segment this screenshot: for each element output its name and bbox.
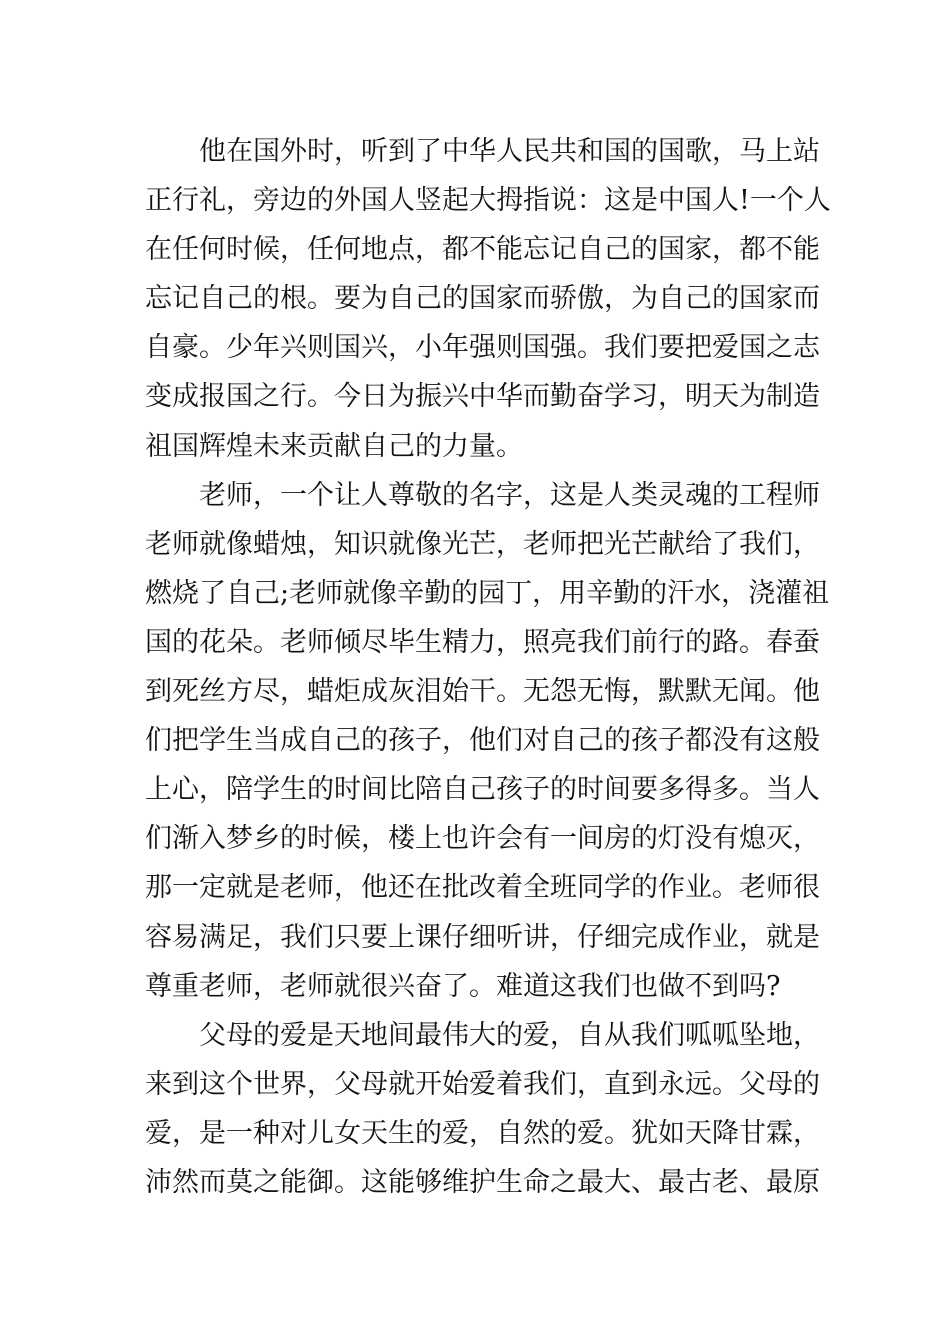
text-line: 那一定就是老师，他还在批改着全班同学的作业。老师很: [145, 872, 820, 904]
text-line: 们渐入梦乡的时候，楼上也许会有一间房的灯没有熄灭，: [145, 823, 820, 855]
text-line: 父母的爱是天地间最伟大的爱，自从我们呱呱坠地，: [199, 1019, 820, 1051]
text-line: 沛然而莫之能御。这能够维护生命之最大、最古老、最原: [145, 1166, 820, 1198]
text-line: 燃烧了自己;老师就像辛勤的园丁，用辛勤的汗水，浇灌祖: [145, 577, 830, 609]
text-line: 自豪。少年兴则国兴，小年强则国强。我们要把爱国之志: [145, 332, 820, 364]
text-line: 到死丝方尽，蜡炬成灰泪始干。无怨无悔，默默无闻。他: [145, 676, 820, 708]
paragraph-parents: [145, 1011, 820, 1207]
text-line: 上心，陪学生的时间比陪自己孩子的时间要多得多。当人: [145, 774, 820, 806]
text-line: 们把学生当成自己的孩子，他们对自己的孩子都没有这般: [145, 725, 820, 757]
text-line: 变成报国之行。今日为振兴中华而勤奋学习，明天为制造: [145, 381, 820, 413]
text-line: 在任何时候，任何地点，都不能忘记自己的国家，都不能: [145, 234, 820, 266]
text-line: 老师就像蜡烛，知识就像光芒，老师把光芒献给了我们，: [145, 528, 820, 560]
paragraph-teachers: [145, 471, 830, 1011]
text-line: 正行礼，旁边的外国人竖起大拇指说：这是中国人!一个人: [145, 185, 831, 217]
text-line: 来到这个世界，父母就开始爱着我们，直到永远。父母的: [145, 1068, 820, 1100]
text-line: 老师，一个让人尊敬的名字，这是人类灵魂的工程师: [199, 479, 820, 511]
text-line: 忘记自己的根。要为自己的国家而骄傲，为自己的国家而: [145, 283, 820, 315]
text-line: 爱，是一种对儿女天生的爱，自然的爱。犹如天降甘霖，: [145, 1117, 820, 1149]
text-line: 尊重老师，老师就很兴奋了。难道这我们也做不到吗?: [145, 970, 781, 1002]
text-line: 他在国外时，听到了中华人民共和国的国歌，马上站: [199, 136, 820, 167]
text-line: 祖国辉煌未来贡献自己的力量。: [145, 430, 523, 462]
document-body: [145, 127, 831, 1207]
paragraph-patriotism: [145, 127, 831, 471]
text-line: 国的花朵。老师倾尽毕生精力，照亮我们前行的路。春蚕: [145, 626, 820, 658]
text-line: 容易满足，我们只要上课仔细听讲，仔细完成作业，就是: [145, 921, 820, 953]
